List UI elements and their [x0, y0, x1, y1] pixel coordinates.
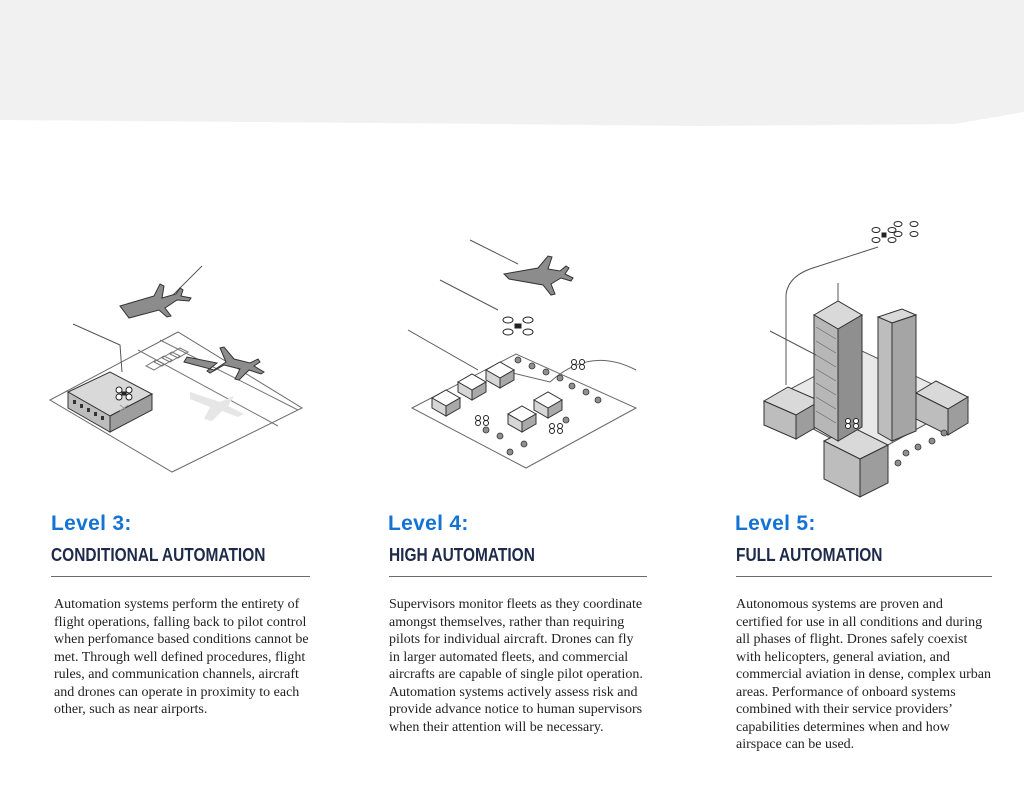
level-5-divider	[736, 576, 992, 577]
level-3-divider	[51, 576, 310, 577]
level-3-subtitle: CONDITIONAL AUTOMATION	[51, 545, 266, 565]
level-4-subtitle: HIGH AUTOMATION	[389, 545, 535, 565]
header-band	[0, 0, 1024, 135]
level-4-title: Level 4:	[388, 512, 469, 535]
illustration-airport	[40, 250, 340, 480]
level-4-divider	[389, 576, 647, 577]
level-4-description: Supervisors monitor fleets as they coordinate amongst themselves, rather than requiring pilots for individual aircraft. Drones can fly in larger automated fleets, and commercial aircrafts are capable of single pilot operation. Automation systems actively assess risk and provide advance notice to human supervisors when their attention will be necessary.	[389, 597, 643, 735]
illustration-suburb	[400, 230, 660, 470]
level-3-description: Automation systems perform the entirety of flight operations, falling back to pilot control when perfomance based conditions cannot be met. Through well defined procedures, flight rules, and communication channels, aircraft and drones can operate in proximity to each other, such as near airports.	[54, 597, 309, 717]
illustration-city	[756, 205, 986, 505]
level-3-title: Level 3:	[51, 512, 132, 535]
level-5-title: Level 5:	[735, 512, 816, 535]
level-5-subtitle: FULL AUTOMATION	[736, 545, 883, 565]
level-5-description: Autonomous systems are proven and certified for use in all conditions and during all phases of flight. Drones safely coexist with helicopters, general aviation, and commercial aviation in dense, complex urban areas. Performance of onboard systems combined with their service providers’ capabilities determines when and how airspace can be used.	[736, 597, 992, 752]
